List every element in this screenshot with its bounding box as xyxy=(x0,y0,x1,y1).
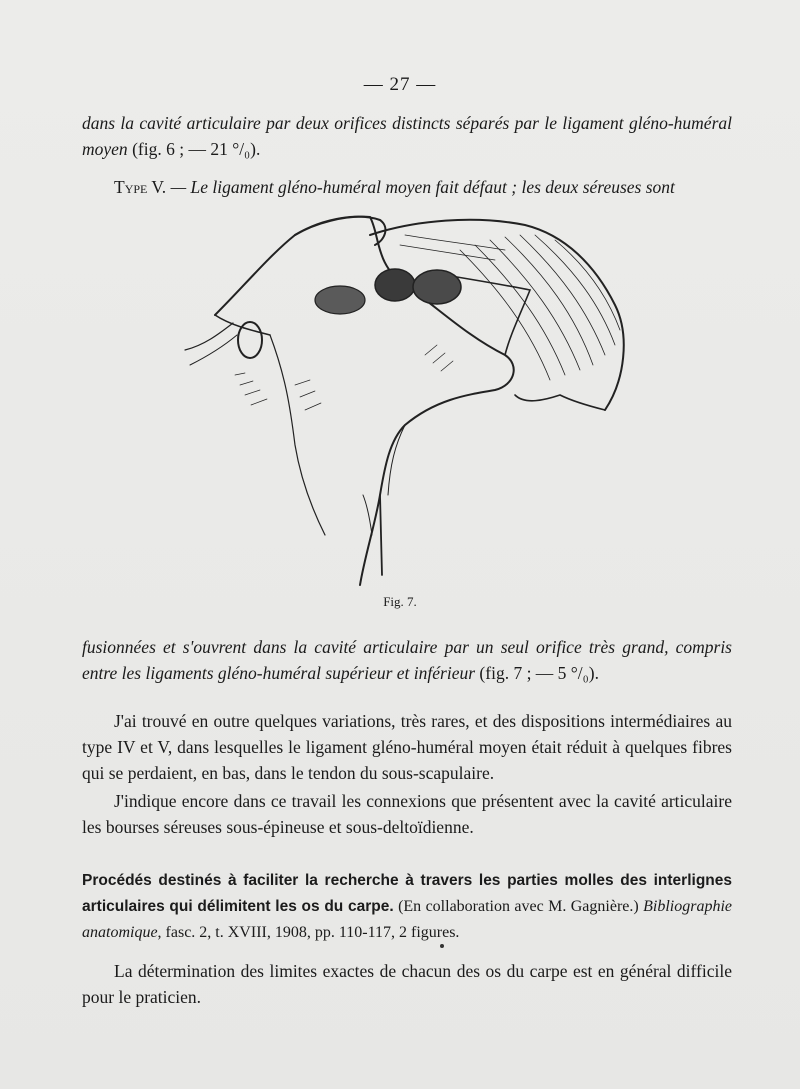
paragraph-variations: J'ai trouvé en outre quelques variations, très rares, et des dispositions intermédiaires au type IV et V, dans lesquelles le ligament gléno-huméral moyen était réduit à quelques fibres qui se perdaient, en bas, dans le tendon du sous-scapulaire. xyxy=(82,711,732,783)
type-v-text: — Le ligament gléno-huméral moyen fait défaut ; les deux séreuses sont xyxy=(166,177,675,197)
para3-reference: (fig. 7 ; — 5 °/₀). xyxy=(475,663,599,683)
para3-italic: fusionnées et s'ouvrent dans la cavité articulaire par un seul orifice très grand, compris entre les ligaments gléno-huméral supérieur et inférieur xyxy=(82,637,732,683)
para1-reference: (fig. 6 ; — 21 °/₀). xyxy=(127,139,261,159)
publication-entry xyxy=(82,868,732,946)
ornament-dot xyxy=(440,944,444,948)
para1-italic: dans la cavité articulaire par deux orifices distincts séparés par le ligament gléno-huméral moyen xyxy=(82,113,732,159)
publication-title: Procédés destinés à faciliter la recherche à travers les parties molles des interlignes articulaires qui délimitent les os du carpe. xyxy=(82,872,732,915)
paragraph-carpus: La détermination des limites exactes de chacun des os du carpe est en général difficile pour le praticien. xyxy=(82,961,732,1007)
shoulder-joint-illustration xyxy=(175,205,645,590)
paragraph-type-v xyxy=(82,174,732,200)
figure-caption: Fig. 7. xyxy=(383,594,417,609)
paragraph-bursae: J'indique encore dans ce travail les connexions que présentent avec la cavité articulaire les bourses séreuses sous-épineuse et sous-deltoïdienne. xyxy=(82,791,732,837)
paragraph-type-iv-end xyxy=(82,110,732,162)
paragraph-type-v-continued xyxy=(82,634,732,686)
page-number: — 27 — xyxy=(363,74,437,95)
publication-collab: (En collaboration avec M. Gagnière.) xyxy=(393,898,644,915)
publication-details: , fasc. 2, t. XVIII, 1908, pp. 110-117, 2 figures. xyxy=(157,924,460,941)
type-v-label: Type V. xyxy=(114,177,167,197)
publication-journal: Bibliographie anatomique xyxy=(82,898,732,941)
